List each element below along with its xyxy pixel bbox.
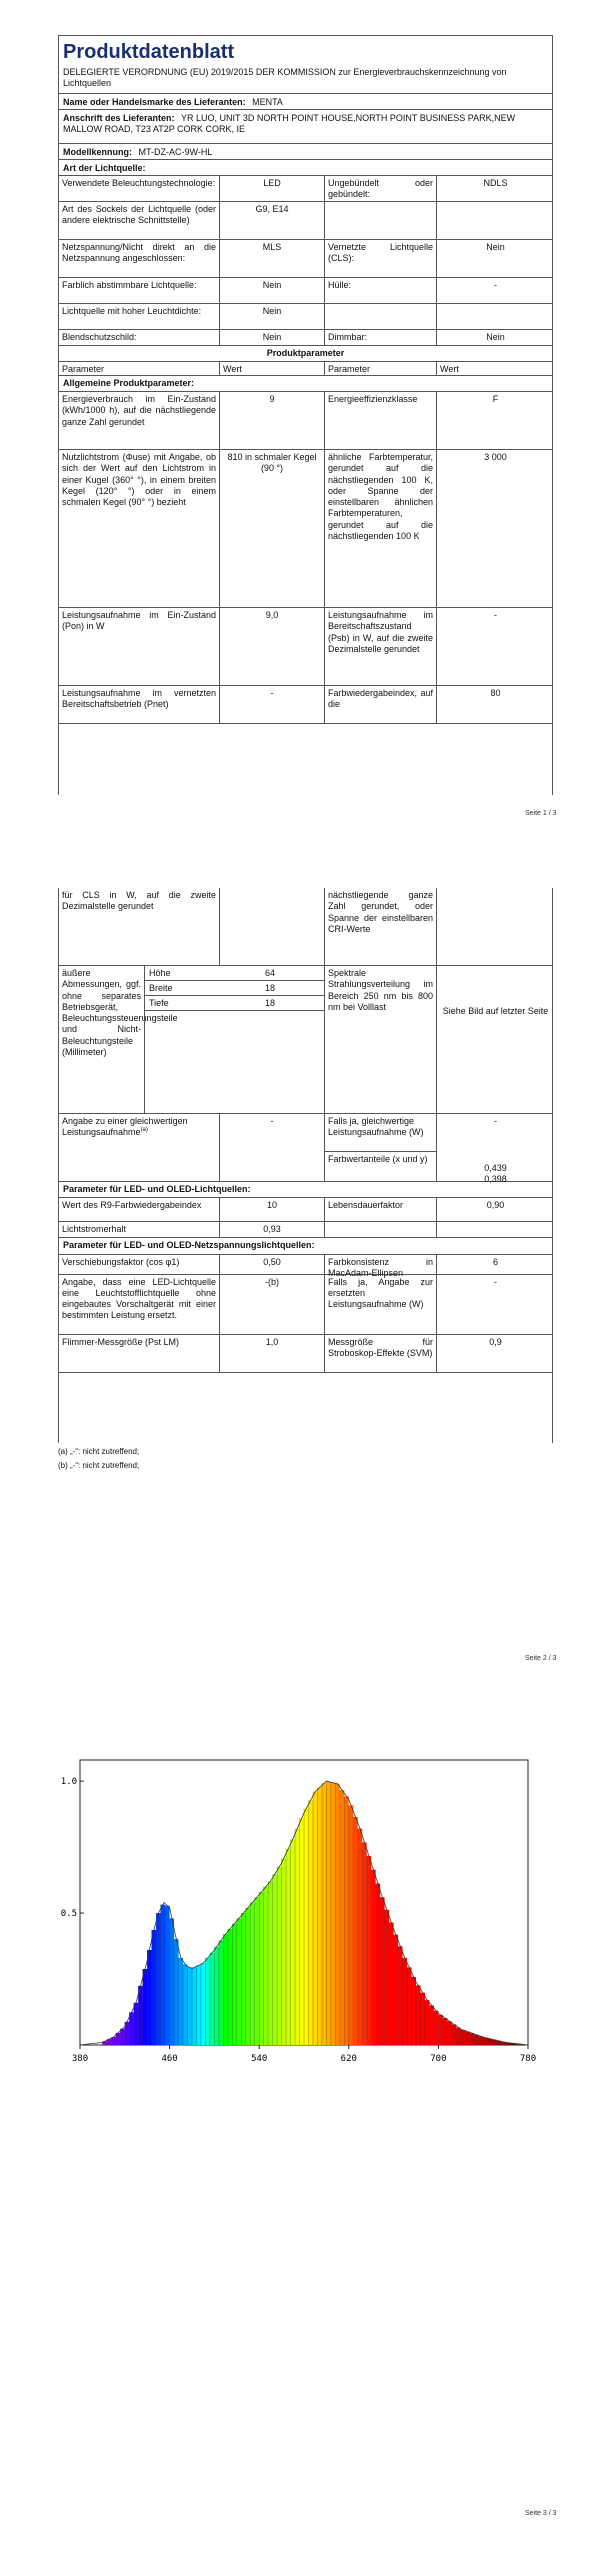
dimension-value: 18 [265,983,276,993]
spectrum-bar [250,1903,254,2046]
spectrum-bar [147,1950,151,2045]
spectrum-bar [170,1918,174,2045]
value-cell [436,888,554,965]
model-label: Modellkennung: [63,146,132,157]
spectrum-bar [425,2000,429,2045]
led-param-row [59,1198,552,1222]
param-label: Messgröße für Stroboskop-Effekte (SVM) [324,1335,436,1372]
spectrum-bar [156,1913,160,2045]
x-tick-label: 460 [161,2054,178,2064]
dimension-value: 64 [265,968,276,978]
param-label: Vernetzte Lichtquelle (CLS): [324,240,436,277]
spectrum-bar [389,1923,393,2045]
param-value: 1,0 [219,1335,324,1372]
spectrum-bar [317,1787,321,2045]
spectrum-bar [407,1967,411,2045]
general-param-row [59,608,552,686]
param-value [436,304,554,329]
param-value: - [436,1275,554,1334]
spectrum-bar [237,1918,241,2045]
param-label: Farblich abstimmbare Lichtquelle: [62,279,197,290]
spectrum-bar [138,1986,142,2045]
spectrum-bar [385,1910,389,2045]
general-param-row [59,686,552,724]
dimension-key: Tiefe [149,998,169,1008]
param-value: - [436,608,554,685]
spectrum-bar [470,2033,474,2045]
spectrum-bar [308,1800,312,2045]
general-params-rows [59,392,552,724]
x-tick-label: 540 [251,2054,268,2064]
col-header-value-2: Wert [436,362,554,375]
spectrum-bar [322,1783,326,2045]
param-label: Blendschutzschild: [62,331,137,342]
equivalent-subcells [324,1114,436,1181]
supplier-value: MENTA [252,96,283,107]
spectrum-bar [304,1809,308,2045]
spectrum-bar [255,1897,259,2045]
general-param-row [59,450,552,608]
footnote-b: (b) „-“: nicht zutreffend; [58,1461,140,1470]
spectrum-bar [326,1782,330,2045]
spectrum-bar [273,1874,277,2045]
param-label: Angabe, dass eine LED-Lichtquelle eine Leuchtstofflichtquelle ohne eingebautes Vorschaltgerät mit einer bestimmten Leistung ersetzt. [62,1276,216,1321]
param-value: 6 [436,1255,554,1274]
spectrum-bar [295,1829,299,2045]
dimension-tiefe [145,996,324,1011]
spectrum-value: Siehe Bild auf letzter Seite [436,966,554,1113]
param-value: Nein [219,304,324,329]
general-params-heading: Allgemeine Produktparameter: [59,376,552,392]
model-value: MT-DZ-AC-9W-HL [138,146,213,157]
param-label: Leistungsaufnahme im Bereitschaftszustand (Psb) in W, auf die zweite Dezimalstelle gerundet [324,608,436,685]
col-header-parameter-1: Parameter [62,363,105,374]
regulation-text: DELEGIERTE VERORDNUNG (EU) 2019/2015 DER KOMMISSION zur Energieverbrauchskennzeichnung von Lichtquellen [59,67,552,94]
spectrum-bar [416,1985,420,2045]
spectrum-bar [300,1818,304,2045]
spectrum-bar [371,1870,375,2045]
mains-param-row [59,1335,552,1373]
spectrum-bar [474,2035,478,2045]
dimensions-label: äußere Abmessungen, ggf. ohne separates Betriebsgerät, Beleuchtungssteuerungsteile und Nicht-Beleuchtungsteile (Millimeter) [62,968,178,1057]
spectrum-bar [277,1867,281,2045]
param-label [324,1222,436,1237]
param-value: Nein [219,330,324,345]
general-param-row [59,392,552,450]
spectrum-bar [165,1906,169,2045]
param-value: F [436,392,554,449]
spectrum-bar [219,1941,223,2046]
spectrum-bar [443,2018,447,2045]
param-label: nächstliegende ganze Zahl gerundet, oder Spanne der einstellbaren CRI-Werte [324,888,436,965]
y-tick-label: 0.5 [60,1909,77,1920]
page-number-3: Seite 3 / 3 [525,2510,557,2517]
spectrum-bar [246,1908,250,2045]
param-label: Lichtstromerhalt [62,1224,127,1235]
spectrum-bar [412,1977,416,2045]
spectrum-bar [331,1783,335,2045]
chromaticity-x: 0,439 [484,1163,507,1173]
type-row [59,330,552,346]
type-heading: Art der Lichtquelle: [59,160,552,176]
param-label: Art des Sockels der Lichtquelle (oder andere elektrische Schnittstelle) [62,203,216,225]
spectrum-bar [152,1930,156,2045]
spectrum-bar [340,1790,344,2045]
param-label [324,202,436,239]
equivalent-value: - [219,1114,324,1181]
param-label: Netzspannung/Nicht direkt an die Netzspannung angeschlossen: [62,241,216,263]
param-value: 0,90 [436,1198,554,1221]
equivalent-power-row [59,1114,552,1185]
equivalent-label-text: Angabe zu einer gleichwertigen Leistungsaufnahme [62,1116,188,1138]
x-tick-label: 620 [340,2054,357,2064]
spectrum-bar [268,1881,272,2045]
address-label: Anschrift des Lieferanten: [63,112,175,123]
type-row [59,278,552,304]
x-tick-label: 380 [71,2054,89,2064]
spectrum-bar [223,1934,227,2045]
param-value [436,1222,554,1237]
led-params-heading: Parameter für LED- und OLED-Lichtquellen: [59,1182,552,1198]
page-number-2: Seite 2 / 3 [525,1655,557,1662]
address-row [59,110,552,144]
param-value: 810 in schmaler Kegel (90 °) [219,450,324,607]
param-value: 80 [436,686,554,723]
param-value: 9 [219,392,324,449]
param-label: ähnliche Farbtemperatur, gerundet auf die nächstliegenden 100 K, oder Spanne der einstellbaren ähnlichen Farbtemperaturen, gerundet auf die nächstliegenden 100 K [324,450,436,607]
mains-param-row [59,1255,552,1278]
param-label: Wert des R9-Farbwiedergabeindex [62,1200,202,1211]
page-title: Produktdatenblatt [63,41,235,63]
mains-params-rows [59,1255,552,1373]
param-value: Nein [436,330,554,345]
param-value: - [219,686,324,723]
chromaticity-y: 0,398 [484,1174,507,1185]
spectrum-bar [452,2024,456,2045]
mains-param-row [59,1275,552,1335]
led-params-rows [59,1198,552,1238]
x-tick-label: 780 [519,2054,537,2064]
type-rows [59,176,552,346]
spectrum-bar [447,2021,451,2045]
spectrum-chart [58,1745,548,2075]
spectrum-bar [434,2011,438,2045]
spectrum-bar [264,1887,268,2045]
param-label: Nutzlichtstrom (Φuse) mit Angabe, ob sich der Wert auf den Lichtstrom in einer Kugel (360° °), in einem breiten Kegel (120° °) oder in einem schmalen Kegel (90° °) bezieht [62,452,216,507]
param-value: 3 000 [436,450,554,607]
spectrum-bar [376,1884,380,2046]
spectrum-bar [394,1935,398,2045]
footnote-marker: (a) [140,1127,148,1134]
param-label: Farbkonsistenz in MacAdam-Ellipsen [324,1255,436,1274]
param-value: 9,0 [219,608,324,685]
dimension-höhe [145,966,324,981]
param-label: Falls ja, Angabe zur ersetzten Leistungsaufnahme (W) [324,1275,436,1334]
param-label: Leistungsaufnahme im vernetzten Bereitschaftsbetrieb (Pnet) [62,688,216,710]
spectrum-bar [349,1805,353,2045]
spectrum-bar [188,1967,192,2045]
dimension-breite [145,981,324,996]
spectrum-bar [403,1958,407,2045]
param-label: Dimmbar: [324,330,436,345]
param-label: Farbwiedergabeindex, auf die [324,686,436,723]
param-value: 0,9 [436,1335,554,1372]
col-header-value-1: Wert [219,362,324,375]
dimensions-table [144,966,324,1113]
param-label: Energieeffizienzklasse [324,392,436,449]
spectrum-bar [282,1858,286,2045]
spectrum-bar [210,1953,214,2045]
param-label: Ungebündelt oder gebündelt: [324,176,436,201]
type-row [59,176,552,202]
spectrum-bar [205,1958,209,2045]
datasheet-page-1 [58,35,553,795]
param-value: - [436,278,554,303]
type-row [59,304,552,330]
spectrum-bar [398,1946,402,2045]
column-headers [59,362,552,376]
x-tick-label: 700 [430,2054,447,2064]
supplier-row [59,94,552,110]
spectrum-bar [335,1784,339,2045]
equivalent-watt-value: - [494,1116,497,1126]
param-label: Hülle: [324,278,436,303]
dimensions-row [59,966,552,1114]
param-value: Nein [219,278,324,303]
param-label: Verwendete Beleuchtungstechnologie: [62,177,216,188]
spectrum-bar [438,2015,442,2045]
mains-params-heading: Parameter für LED- und OLED-Netzspannungslichtquellen: [59,1238,552,1254]
spectrum-bar [461,2030,465,2045]
type-row [59,202,552,240]
spectrum-bar [380,1897,384,2045]
param-value: LED [219,176,324,201]
spectrum-bar [174,1939,178,2045]
spectrum-bar [362,1842,366,2045]
spectrum-bar [179,1958,183,2045]
param-value: MLS [219,240,324,277]
param-value: -(b) [219,1275,324,1334]
supplier-label: Name oder Handelsmarke des Lieferanten: [63,96,246,107]
spectrum-bar [192,1967,196,2045]
spectrum-bar [241,1913,245,2045]
footnote-a: (a) „-“: nicht zutreffend; [58,1447,140,1456]
param-value: 0,50 [219,1255,324,1274]
table-row [59,888,552,966]
param-label: Lebensdauerfaktor [324,1198,436,1221]
value-cell [219,888,324,965]
param-label: Leistungsaufnahme im Ein-Zustand (Pon) in W [62,610,216,632]
spectrum-bar [201,1963,205,2045]
spectrum-bar [465,2032,469,2045]
spectrum-bar [429,2005,433,2045]
spectrum-bar [214,1947,218,2045]
equivalent-values [436,1114,554,1185]
spectrum-bar [120,2029,124,2045]
spectrum-bar [143,1969,147,2045]
spectrum-label: Spektrale Strahlungsverteilung im Bereich 250 nm bis 800 nm bei Volllast [324,966,436,1113]
spectrum-bar [367,1856,371,2045]
spectrum-bar [228,1929,232,2045]
col-header-parameter-2: Parameter [324,362,436,375]
param-label: Flimmer-Messgröße (Pst LM) [62,1336,180,1347]
param-label: für CLS in W, auf die zweite Dezimalstelle gerundet [62,890,216,912]
product-params-heading: Produktparameter [59,346,552,362]
spectrum-bar [420,1993,424,2045]
param-label: Verschiebungsfaktor (cos φ1) [62,1256,180,1267]
spectrum-bar [134,2003,138,2045]
spectrum-bar [353,1817,357,2045]
type-row [59,240,552,278]
spectrum-bar [456,2028,460,2045]
param-label: Energieverbrauch im Ein-Zustand (kWh/1000 h), auf die nächstliegende ganze Zahl gerundet [62,394,216,427]
dimension-key: Breite [149,983,173,993]
param-value: 0,93 [219,1222,324,1237]
led-param-row [59,1222,552,1238]
datasheet-page-2 [58,888,553,1443]
spectrum-bar [161,1905,165,2045]
spectrum-bar [479,2036,483,2045]
spectrum-bar [313,1792,317,2045]
model-row [59,144,552,160]
spectrum-bar [488,2039,492,2045]
param-value: Nein [436,240,554,277]
spectrum-bar [129,2012,133,2045]
spectrum-bar [232,1924,236,2045]
param-value: 10 [219,1198,324,1221]
param-label [324,304,436,329]
dimension-key: Höhe [149,968,171,978]
page-number-1: Seite 1 / 3 [525,810,557,817]
spectrum-bar [291,1839,295,2045]
equivalent-label [59,1114,219,1181]
dimension-value: 18 [265,998,276,1008]
param-value: G9, E14 [219,202,324,239]
address-value: YR LUO, UNIT 3D NORTH POINT HOUSE,NORTH POINT BUSINESS PARK,NEW MALLOW ROAD, T23 AT2P CORK CORK, IE [63,112,516,134]
y-tick-label: 1.0 [60,1777,77,1788]
spectrum-bar [286,1849,290,2045]
spectrum-bar [483,2038,487,2045]
spectrum-bar [344,1796,348,2045]
param-value [436,202,554,239]
equivalent-watt-label: Falls ja, gleichwertige Leistungsaufnahme (W) [325,1114,436,1152]
spectrum-bar [183,1964,187,2045]
param-label: Lichtquelle mit hoher Leuchtdichte: [62,305,202,316]
spectrum-bar [358,1829,362,2045]
spectrum-bar [196,1965,200,2045]
spectrum-bar [259,1892,263,2045]
chromaticity-label: Farbwertanteile (x und y) [328,1154,428,1164]
param-value: NDLS [436,176,554,201]
